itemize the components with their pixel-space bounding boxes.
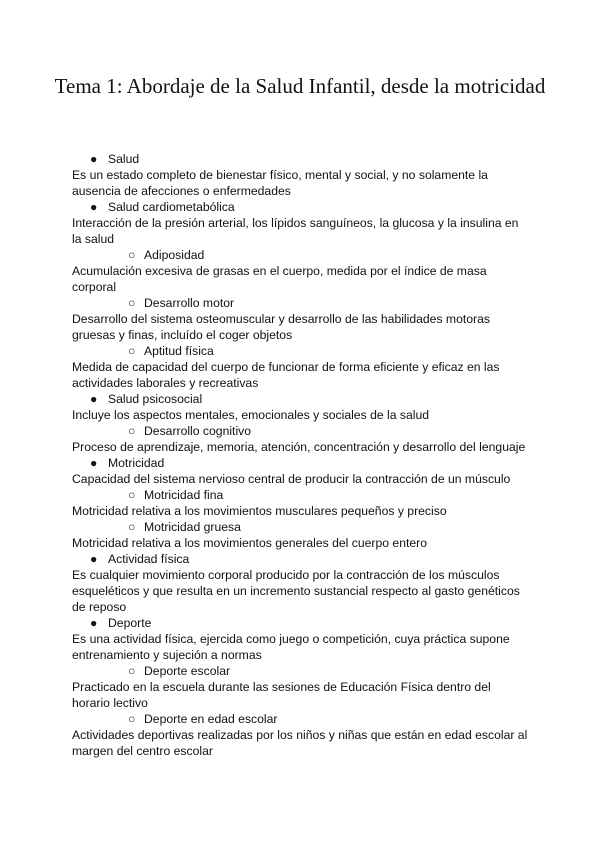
hollow-bullet-icon: ○ <box>128 296 136 310</box>
term-label: Desarrollo cognitivo <box>144 424 252 438</box>
list-item-term <box>72 455 530 471</box>
term-label: Deporte escolar <box>144 664 231 678</box>
hollow-bullet-icon: ○ <box>128 344 136 358</box>
hollow-bullet-icon: ○ <box>128 248 136 262</box>
term-label: Salud <box>108 152 140 166</box>
glossary-list <box>72 151 530 759</box>
filled-bullet-icon: ● <box>90 152 98 166</box>
sub-list-item-term <box>72 487 530 503</box>
term-definition: Incluye los aspectos mentales, emocionales y sociales de la salud <box>72 408 430 422</box>
glossary-entry <box>72 615 530 663</box>
term-definition: Practicado en la escuela durante las sesiones de Educación Física dentro del horario lectivo <box>72 680 491 710</box>
glossary-entry <box>72 455 530 487</box>
list-item-term <box>72 551 530 567</box>
glossary-entry <box>72 519 530 551</box>
sub-list-item-term <box>72 247 530 263</box>
term-definition: Interacción de la presión arterial, los lípidos sanguíneos, la glucosa y la insulina en la salud <box>72 216 519 246</box>
glossary-entry <box>72 487 530 519</box>
term-definition: Es cualquier movimiento corporal producido por la contracción de los músculos esqueléticos y que resulta en un incremento sustancial respecto al gasto genéticos de reposo <box>72 568 520 614</box>
term-label: Actividad física <box>108 552 190 566</box>
term-definition: Es un estado completo de bienestar físico, mental y social, y no solamente la ausencia de afecciones o enfermedades <box>72 168 488 198</box>
term-definition: Desarrollo del sistema osteomuscular y desarrollo de las habilidades motoras gruesas y finas, incluído el coger objetos <box>72 312 490 342</box>
term-definition: Capacidad del sistema nervioso central de producir la contracción de un músculo <box>72 472 511 486</box>
glossary-entry <box>72 295 530 343</box>
glossary-entry <box>72 711 530 759</box>
term-label: Deporte <box>108 616 152 630</box>
glossary-entry <box>72 391 530 423</box>
filled-bullet-icon: ● <box>90 456 98 470</box>
term-definition: Es una actividad física, ejercida como juego o competición, cuya práctica supone entrenamiento y sujeción a normas <box>72 632 510 662</box>
list-item-term <box>72 151 530 167</box>
hollow-bullet-icon: ○ <box>128 712 136 726</box>
term-label: Salud cardiometabólica <box>108 200 235 214</box>
glossary-entry <box>72 423 530 455</box>
document-title: Tema 1: Abordaje de la Salud Infantil, desde la motricidad <box>54 74 546 98</box>
glossary-entry <box>72 247 530 295</box>
term-label: Adiposidad <box>144 248 205 262</box>
glossary-entry <box>72 663 530 711</box>
sub-list-item-term <box>72 711 530 727</box>
sub-list-item-term <box>72 423 530 439</box>
term-definition: Actividades deportivas realizadas por los niños y niñas que están en edad escolar al margen del centro escolar <box>72 728 528 758</box>
filled-bullet-icon: ● <box>90 616 98 630</box>
glossary-entry <box>72 551 530 615</box>
filled-bullet-icon: ● <box>90 552 98 566</box>
term-label: Deporte en edad escolar <box>144 712 278 726</box>
filled-bullet-icon: ● <box>90 392 98 406</box>
hollow-bullet-icon: ○ <box>128 664 136 678</box>
sub-list-item-term <box>72 295 530 311</box>
term-definition: Proceso de aprendizaje, memoria, atención, concentración y desarrollo del lenguaje <box>72 440 526 454</box>
hollow-bullet-icon: ○ <box>128 488 136 502</box>
glossary-entry <box>72 151 530 199</box>
term-definition: Motricidad relativa a los movimientos musculares pequeños y preciso <box>72 504 447 518</box>
sub-list-item-term <box>72 519 530 535</box>
hollow-bullet-icon: ○ <box>128 520 136 534</box>
term-label: Motricidad <box>108 456 165 470</box>
sub-list-item-term <box>72 663 530 679</box>
term-label: Motricidad fina <box>144 488 224 502</box>
hollow-bullet-icon: ○ <box>128 424 136 438</box>
list-item-term <box>72 391 530 407</box>
term-definition: Acumulación excesiva de grasas en el cuerpo, medida por el índice de masa corporal <box>72 264 487 294</box>
sub-list-item-term <box>72 343 530 359</box>
filled-bullet-icon: ● <box>90 200 98 214</box>
term-definition: Medida de capacidad del cuerpo de funcionar de forma eficiente y eficaz en las actividades laborales y recreativas <box>72 360 500 390</box>
term-label: Motricidad gruesa <box>144 520 241 534</box>
term-label: Aptitud física <box>144 344 214 358</box>
term-label: Desarrollo motor <box>144 296 235 310</box>
term-definition: Motricidad relativa a los movimientos generales del cuerpo entero <box>72 536 427 550</box>
glossary-entry <box>72 199 530 247</box>
term-label: Salud psicosocial <box>108 392 203 406</box>
glossary-entry <box>72 343 530 391</box>
list-item-term <box>72 199 530 215</box>
list-item-term <box>72 615 530 631</box>
